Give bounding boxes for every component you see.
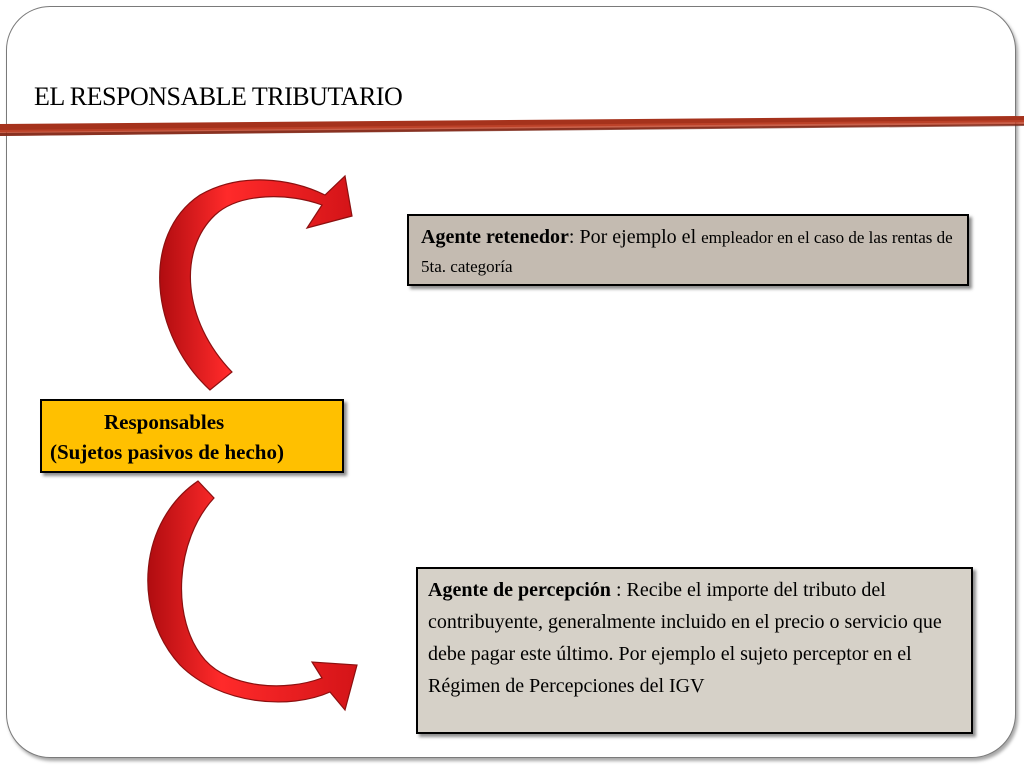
retenedor-text: : Por ejemplo el — [568, 226, 702, 248]
agente-retenedor-box — [407, 214, 969, 286]
agente-percepcion-box — [416, 567, 973, 734]
percepcion-lead: Agente de percepción — [428, 579, 611, 601]
responsables-title: Responsables — [104, 410, 225, 434]
title-rule — [0, 112, 1024, 142]
percepcion-text: : Recibe el importe del tributo del contribuyente, generalmente incluido en el precio o servicio que debe pagar este último. Por ejemplo el sujeto perceptor en el Régimen de Percepciones del IGV — [428, 579, 942, 697]
retenedor-text-small: empleador en el caso de las rentas de 5ta. categoría — [421, 228, 953, 276]
responsables-subtitle: (Sujetos pasivos de hecho) — [50, 440, 284, 464]
slide-title: EL RESPONSABLE TRIBUTARIO — [34, 82, 403, 111]
retenedor-lead: Agente retenedor — [421, 226, 569, 248]
responsables-box — [40, 399, 344, 473]
